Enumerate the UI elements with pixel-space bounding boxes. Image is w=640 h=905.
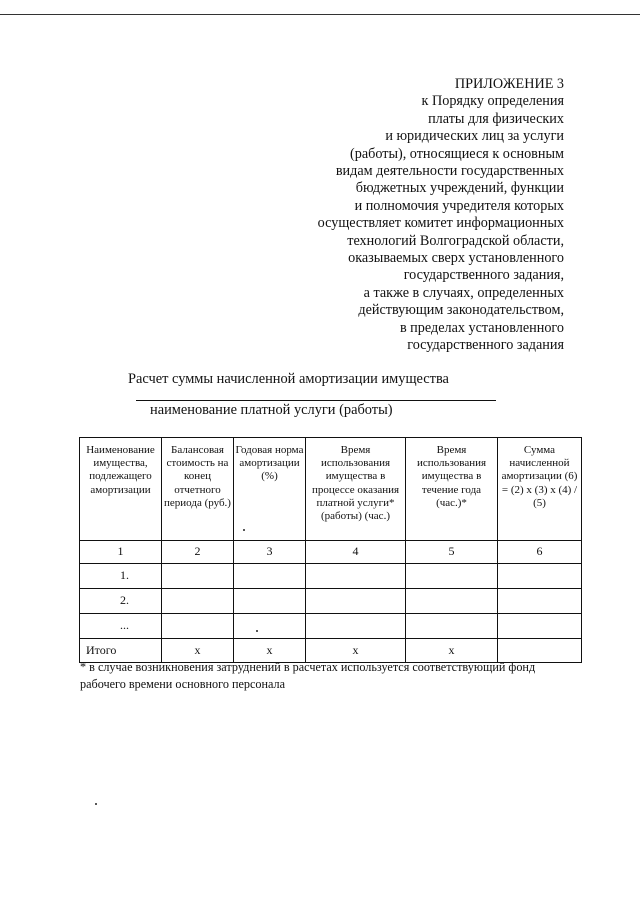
total-cell: x xyxy=(234,639,306,663)
header-cell: Сумма начисленной амортизации (6) = (2) x (3) x (4) / (5) xyxy=(498,438,582,541)
table-cell xyxy=(498,564,582,589)
table-cell xyxy=(406,564,498,589)
header-cell: Время использования имущества в процессе оказания платной услуги* (работы) (час.) xyxy=(306,438,406,541)
appendix-line: бюджетных учреждений, функции xyxy=(355,180,564,197)
table-cell xyxy=(498,614,582,639)
service-name-blank-line xyxy=(136,400,496,401)
table-cell xyxy=(306,614,406,639)
column-number: 4 xyxy=(306,541,406,564)
table-cell xyxy=(234,564,306,589)
total-cell: x xyxy=(406,639,498,663)
header-cell: Годовая норма амортизации (%) xyxy=(234,438,306,541)
table-row xyxy=(80,589,582,614)
column-number-row xyxy=(80,541,582,564)
table-row xyxy=(80,614,582,639)
appendix-line: а также в случаях, определенных xyxy=(363,284,564,301)
appendix-line: видам деятельности государственных xyxy=(335,163,564,180)
header-cell: Наименование имущества, подлежащего амортизации xyxy=(80,438,162,541)
column-number: 2 xyxy=(162,541,234,564)
appendix-line: технологий Волгоградской области, xyxy=(347,232,564,249)
total-label: Итого xyxy=(80,639,162,663)
row-number: 2. xyxy=(80,589,162,614)
table-cell xyxy=(498,589,582,614)
appendix-block xyxy=(244,76,564,355)
appendix-title: ПРИЛОЖЕНИЕ 3 xyxy=(454,76,564,92)
table-cell xyxy=(234,614,306,639)
scan-edge-line xyxy=(0,14,640,15)
column-number: 3 xyxy=(234,541,306,564)
appendix-line: государственного задания, xyxy=(403,267,564,284)
table-cell xyxy=(162,614,234,639)
table-cell xyxy=(306,564,406,589)
table-cell xyxy=(234,589,306,614)
total-cell: x xyxy=(162,639,234,663)
appendix-line: к Порядку определения xyxy=(421,93,564,110)
appendix-line: и полномочия учредителя которых xyxy=(354,197,564,214)
table-cell xyxy=(162,564,234,589)
scan-speck xyxy=(95,803,97,805)
column-number: 6 xyxy=(498,541,582,564)
table-cell xyxy=(406,589,498,614)
header-cell: Время использования имущества в течение года (час.)* xyxy=(406,438,498,541)
calculation-heading: Расчет суммы начисленной амортизации имущества xyxy=(128,371,449,387)
table-header-row xyxy=(80,438,582,541)
appendix-line: действующим законодательством, xyxy=(358,302,564,319)
header-cell: Балансовая стоимость на конец отчетного периода (руб.) xyxy=(162,438,234,541)
column-number: 1 xyxy=(80,541,162,564)
table-cell xyxy=(162,589,234,614)
service-name-caption: наименование платной услуги (работы) xyxy=(150,402,393,418)
appendix-line: в пределах установленного xyxy=(399,319,564,336)
table-cell xyxy=(406,614,498,639)
scan-speck xyxy=(256,630,258,632)
appendix-line: оказываемых сверх установленного xyxy=(348,250,564,267)
appendix-line: платы для физических xyxy=(428,110,564,127)
total-cell: x xyxy=(306,639,406,663)
table-row xyxy=(80,564,582,589)
appendix-line: и юридических лиц за услуги xyxy=(385,128,564,145)
row-number: ... xyxy=(80,614,162,639)
column-number: 5 xyxy=(406,541,498,564)
scan-speck xyxy=(243,529,245,531)
depreciation-table xyxy=(79,437,582,663)
row-number: 1. xyxy=(80,564,162,589)
appendix-line: осуществляет комитет информационных xyxy=(317,215,564,232)
appendix-line: (работы), относящиеся к основным xyxy=(350,145,564,162)
table-cell xyxy=(306,589,406,614)
appendix-line: государственного задания xyxy=(407,337,564,354)
footnote: * в случае возникновения затруднений в расчетах используется соответствующий фонд рабочего времени основного персонала xyxy=(80,660,536,691)
